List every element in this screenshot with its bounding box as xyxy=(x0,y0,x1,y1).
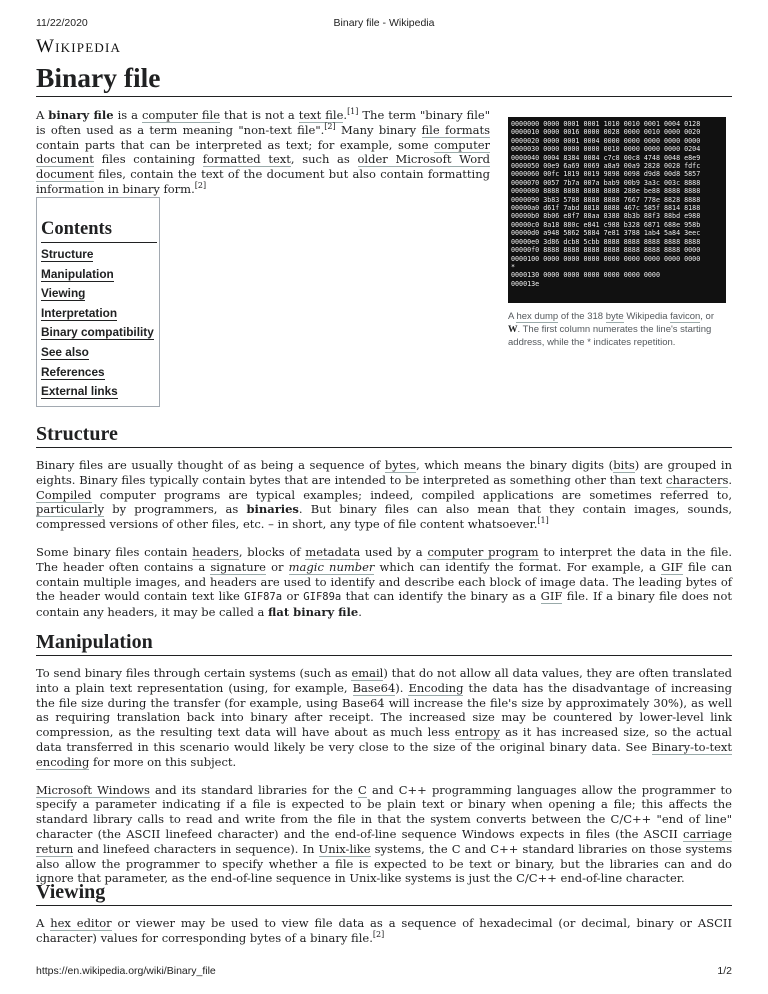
code-gif87a: GIF87a xyxy=(244,591,283,604)
toc-item-external-links[interactable]: External links xyxy=(41,384,118,399)
print-url[interactable]: https://en.wikipedia.org/wiki/Binary_file xyxy=(36,965,216,977)
hex-line: 000013e xyxy=(511,279,540,288)
hex-line: 00000c0 8a18 880c e841 c988 b328 6871 688e 958b xyxy=(511,220,701,229)
heading-structure: Structure xyxy=(36,421,732,448)
manipulation-paragraph-1: To send binary files through certain systems (such as email) that do not allow all data values, they are often translated into a plain text representation (using, for example, Base64). Encoding the data has the disadvantage of increasing the file size during the transfer (for example, using Base64 will increase the file's size by approximately 30%), as well as requiring translation back into binary after receipt. The increased size may be countered by lower-level link compression, as the resulting text data will have about as much less entropy as it has increased size, so the actual data transferred in this scenario would likely be very close to the size of the original binary data. See Binary-to-text encoding for more on this subject. xyxy=(36,666,732,769)
code-gif89a: GIF89a xyxy=(303,591,342,604)
print-footer xyxy=(36,965,732,979)
link-bytes[interactable]: bytes xyxy=(384,458,417,472)
viewing-section xyxy=(36,916,732,946)
hex-line: 0000130 0000 0000 0000 0000 0000 0000 xyxy=(511,271,660,280)
hex-line: 0000070 0057 7b7a 007a bab9 00b9 3a3c 003c 8888 xyxy=(511,178,701,187)
intro-section xyxy=(36,108,490,197)
hex-line: 00000f0 8888 8888 8888 8888 8888 8888 8888 0000 xyxy=(511,246,701,255)
print-page-title: Binary file - Wikipedia xyxy=(333,17,435,29)
link-microsoft-windows[interactable]: Microsoft Windows xyxy=(36,782,150,797)
wikipedia-wordmark[interactable]: Wikipedia xyxy=(36,36,122,57)
table-of-contents xyxy=(36,197,160,407)
link-bits[interactable]: bits xyxy=(613,458,635,472)
ref-2[interactable]: [2] xyxy=(372,929,385,939)
toc-item-see-also[interactable]: See also xyxy=(41,344,89,359)
hex-line: 00000b0 8b06 e8f7 88aa 8388 8b3b 88f3 88bd e988 xyxy=(511,212,701,221)
link-binary-to-text-encoding[interactable]: Binary-to-text encoding xyxy=(36,739,732,769)
manipulation-paragraph-2: Microsoft Windows and its standard libraries for the C and C++ programming languages allow the programmer to specify a parameter indicating if a file is expected to be plain text or binary when opening a file; this affects the standard library calls to read and write from the file in that the system converts between the C/C++ "end of line" character (the ASCII linefeed character) and the end-of-line sequence Windows expects in files (the ASCII carriage return and linefeed characters in sequence). In Unix-like systems, the C and C++ standard libraries on those systems also allow the programmer to specify whether a file is expected to be text or binary, but the libraries can and do ignore that parameter, as the end-of-line sequence in Unix-like systems is just the C/C++ end-of-line character. xyxy=(36,782,732,886)
toc-title: Contents xyxy=(41,218,157,243)
link-entropy[interactable]: entropy xyxy=(454,725,501,740)
bold-term: binary file xyxy=(48,108,114,122)
intro-paragraph: A binary file is a computer file that is not a text file.[1] The term "binary file" is often used as a term meaning "non-text file".[2] Many binary file formats contain parts that can be interpreted as text; for example, some computer document files containing formatted text, such as older Microsoft Word document files, contain the text of the document but also contain formatting information in binary form.[2] xyxy=(36,107,491,196)
hex-line: 00000a0 d61f 7abd 8818 8888 467c 585f 8814 8188 xyxy=(511,204,701,213)
structure-paragraph-1: Binary files are usually thought of as being a sequence of bytes, which means the binary digits (bits) are grouped in eights. Binary files typically contain bytes that are intended to be interpreted as something other than text characters. Compiled computer programs are typical examples; indeed, compiled applications are sometimes referred to, particularly by programmers, as binaries. But binary files can also mean that they contain images, sounds, compressed versions of other files, etc. – in short, any type of file content whatsoever.[1] xyxy=(36,458,732,532)
link-characters[interactable]: characters xyxy=(666,472,729,487)
hex-line: * xyxy=(511,262,516,271)
link-text-file[interactable]: text file xyxy=(298,108,344,122)
text-cpp: C++ xyxy=(398,782,427,797)
ref-1[interactable]: [1] xyxy=(537,516,549,526)
link-hex-editor[interactable]: hex editor xyxy=(50,916,112,930)
print-header xyxy=(36,17,732,31)
hex-line: 0000000 0000 0001 0001 1010 0010 0001 0004 0128 xyxy=(511,120,701,128)
viewing-paragraph-1: A hex editor or viewer may be used to view file data as a sequence of hexadecimal (or decimal, binary or ASCII character) values for corresponding bytes of a binary file.[2] xyxy=(36,916,732,945)
link-hex-dump[interactable]: hex dump xyxy=(516,311,559,322)
page-number: 1/2 xyxy=(717,965,732,977)
wikipedia-w-icon: W xyxy=(508,324,518,335)
ref-2[interactable]: [2] xyxy=(324,121,336,131)
hex-line: 0000080 8888 8888 8888 8888 288e be88 8888 8888 xyxy=(511,187,701,196)
link-gif-2[interactable]: GIF xyxy=(540,589,563,604)
link-particularly[interactable]: particularly xyxy=(36,502,105,517)
hex-line: 0000090 3b83 5788 8888 8888 7667 778e 8828 8888 xyxy=(511,195,701,204)
link-encoding[interactable]: Encoding xyxy=(408,680,464,695)
bold-flat-binary-file: flat binary file xyxy=(268,605,359,620)
heading-manipulation: Manipulation xyxy=(36,629,732,656)
link-computer-file[interactable]: computer file xyxy=(141,108,221,122)
ref-1[interactable]: [1] xyxy=(347,107,359,117)
page-title: Binary file xyxy=(36,60,732,97)
toc-item-interpretation[interactable]: Interpretation xyxy=(41,305,118,320)
hex-line: 0000050 00e9 6a69 0069 a8a9 00a9 2828 0028 fdfc xyxy=(511,162,701,171)
structure-section xyxy=(36,458,732,620)
link-byte[interactable]: byte xyxy=(605,311,624,322)
hex-line: 00000e0 3d86 dcb8 5cbb 8888 8888 8888 8888 8888 xyxy=(511,237,701,246)
link-c[interactable]: C xyxy=(358,782,367,797)
hex-line: 00000d0 a948 5862 5884 7e81 3788 1ab4 5a84 3eec xyxy=(511,229,701,238)
link-headers[interactable]: headers xyxy=(192,544,239,559)
link-carriage-return[interactable]: carriage return xyxy=(36,826,732,856)
link-signature[interactable]: signature xyxy=(210,559,266,574)
hexdump-image[interactable] xyxy=(508,117,726,303)
structure-paragraph-2: Some binary files contain headers, blocks of metadata used by a computer program to interpret the data in the file. The header often contains a signature or magic number which can identify the format. For example, a GIF file can contain multiple images, and headers are used to identify and describe each block of image data. The leading bytes of the header would contain text like GIF87a or GIF89a that can identify the binary as a GIF file. If a binary file does not contain any headers, it may be called a flat binary file. xyxy=(36,544,733,620)
hex-line: 0000060 00fc 1819 0019 9898 0098 d9d8 00d8 5857 xyxy=(511,170,701,179)
toc-item-references[interactable]: References xyxy=(41,364,105,379)
manipulation-section xyxy=(36,666,732,886)
link-base64[interactable]: Base64 xyxy=(352,680,396,695)
link-formatted-text[interactable]: formatted text xyxy=(202,152,291,167)
print-date: 11/22/2020 xyxy=(36,17,88,29)
link-computer-document[interactable]: computer document xyxy=(36,137,490,167)
link-email[interactable]: email xyxy=(351,666,384,680)
bold-binaries: binaries xyxy=(246,502,299,517)
heading-viewing: Viewing xyxy=(36,879,732,906)
toc-item-binary-compatibility[interactable]: Binary compatibility xyxy=(41,325,154,340)
toc-list xyxy=(41,247,154,404)
link-metadata[interactable]: metadata xyxy=(305,544,361,559)
link-file-formats[interactable]: file formats xyxy=(421,122,490,137)
figure-caption: A hex dump of the 318 byte Wikipedia favicon, or W. The first column numerates the line's starting address, while the * indicates repetition. xyxy=(508,311,715,348)
link-favicon[interactable]: favicon xyxy=(670,311,701,322)
hexdump-figure xyxy=(508,117,726,349)
link-compiled[interactable]: Compiled xyxy=(36,487,92,502)
link-gif[interactable]: GIF xyxy=(661,559,683,574)
link-older-word-document[interactable]: older Microsoft Word document xyxy=(36,152,490,182)
toc-item-manipulation[interactable]: Manipulation xyxy=(41,266,114,281)
hex-line: 0000010 0000 0016 0000 0028 0000 0010 0000 0020 xyxy=(511,128,701,137)
hex-line: 0000020 0000 0001 0004 0000 0000 0000 0000 0000 xyxy=(511,136,701,145)
ref-2b[interactable]: [2] xyxy=(194,181,207,191)
hex-line: 0000040 0004 8384 0084 c7c8 00c8 4748 0048 e8e9 xyxy=(511,153,701,162)
hex-line: 0000100 0000 0000 0000 0000 0000 0000 0000 0000 xyxy=(511,254,701,263)
link-magic-number[interactable]: magic number xyxy=(288,559,375,574)
hex-line: 0000030 0000 0000 0000 0010 0000 0000 0000 0204 xyxy=(511,145,701,154)
link-computer-program[interactable]: computer program xyxy=(427,544,539,559)
link-unix-like[interactable]: Unix-like xyxy=(318,841,371,856)
toc-item-viewing[interactable]: Viewing xyxy=(41,286,86,301)
toc-item-structure[interactable]: Structure xyxy=(41,247,94,261)
